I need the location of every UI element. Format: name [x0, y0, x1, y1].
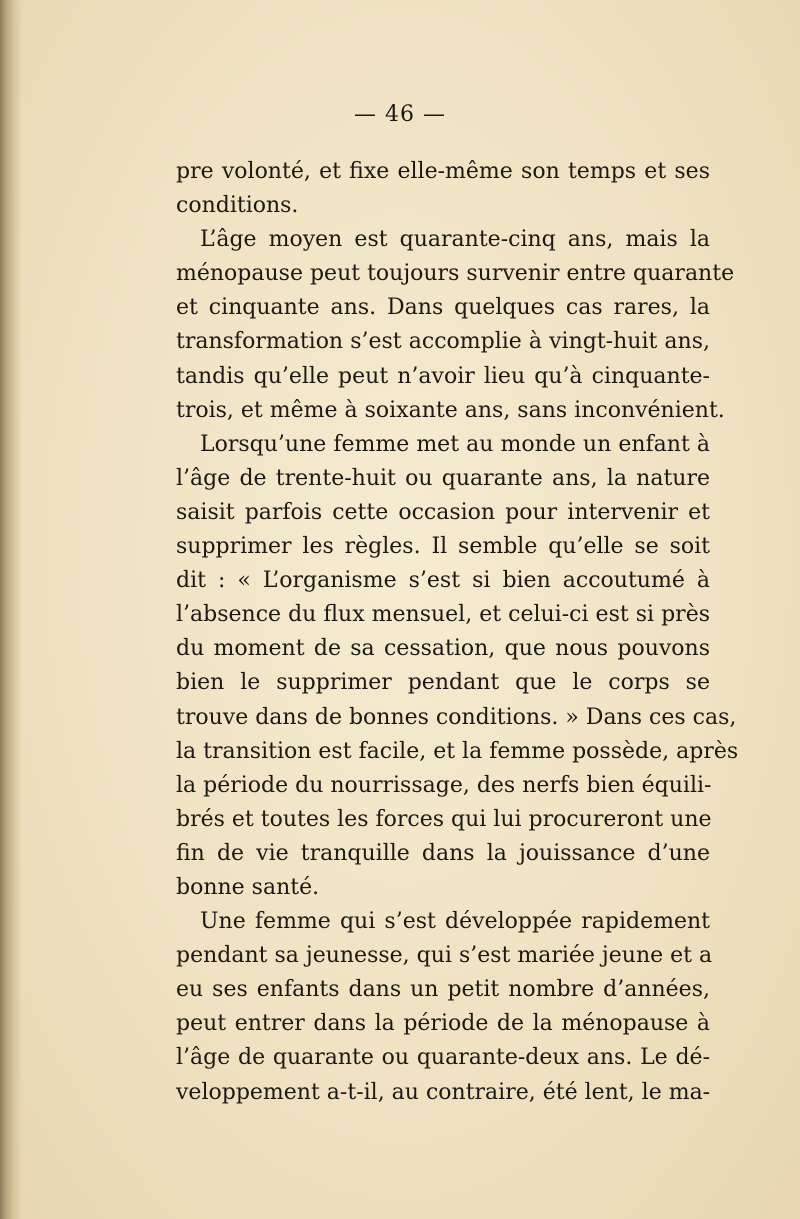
text-line: du moment de sa cessation, que nous pouvons: [176, 636, 710, 662]
text-line: saisit parfois cette occasion pour intervenir et: [176, 499, 710, 525]
text-line: conditions.: [176, 193, 299, 219]
text-line: l’âge de trente-huit ou quarante ans, la nature: [176, 465, 710, 491]
page-binding-edge: [0, 0, 22, 1219]
text-line: supprimer les règles. Il semble qu’elle se soit: [176, 534, 710, 560]
text-line: pendant sa jeunesse, qui s’est mariée jeune et a: [176, 943, 713, 969]
text-line: dit : « L’organisme s’est si bien accoutumé à: [176, 568, 710, 594]
text-line: brés et toutes les forces qui lui procureront une: [176, 806, 712, 832]
text-line: et cinquante ans. Dans quelques cas rares, la: [176, 295, 710, 321]
text-line: la transition est facile, et la femme possède, après: [176, 738, 739, 764]
text-line: ménopause peut toujours survenir entre quarante: [176, 261, 735, 287]
text-line: L’âge moyen est quarante-cinq ans, mais la: [200, 227, 710, 253]
text-line: transformation s’est accomplie à vingt-huit ans,: [176, 329, 710, 355]
text-line: l’absence du flux mensuel, et celui-ci est si près: [176, 602, 710, 628]
text-line: Lorsqu’une femme met au monde un enfant à: [200, 431, 710, 457]
text-line: Une femme qui s’est développée rapidement: [200, 909, 710, 935]
text-line: eu ses enfants dans un petit nombre d’années,: [176, 977, 710, 1003]
text-line: bonne santé.: [176, 874, 320, 900]
text-line: peut entrer dans la période de la ménopause à: [176, 1011, 710, 1037]
text-line: pre volonté, et fixe elle-même son temps et ses: [176, 159, 710, 184]
text-line: bien le supprimer pendant que le corps se: [176, 670, 710, 696]
text-line: trois, et même à soixante ans, sans inconvénient.: [176, 397, 725, 423]
text-line: fin de vie tranquille dans la jouissance d’une: [176, 840, 710, 866]
text-line: la période du nourrissage, des nerfs bien équili-: [176, 772, 712, 798]
text-line: veloppement a-t-il, au contraire, été lent, le ma-: [176, 1079, 711, 1105]
text-line: tandis qu’elle peut n’avoir lieu qu’à cinquante-: [176, 363, 710, 389]
page-number: — 46 —: [354, 102, 446, 127]
body-text: [176, 155, 739, 1110]
text-line: l’âge de quarante ou quarante-deux ans. Le dé-: [176, 1045, 710, 1071]
text-line: trouve dans de bonnes conditions. » Dans ces cas,: [176, 704, 737, 730]
